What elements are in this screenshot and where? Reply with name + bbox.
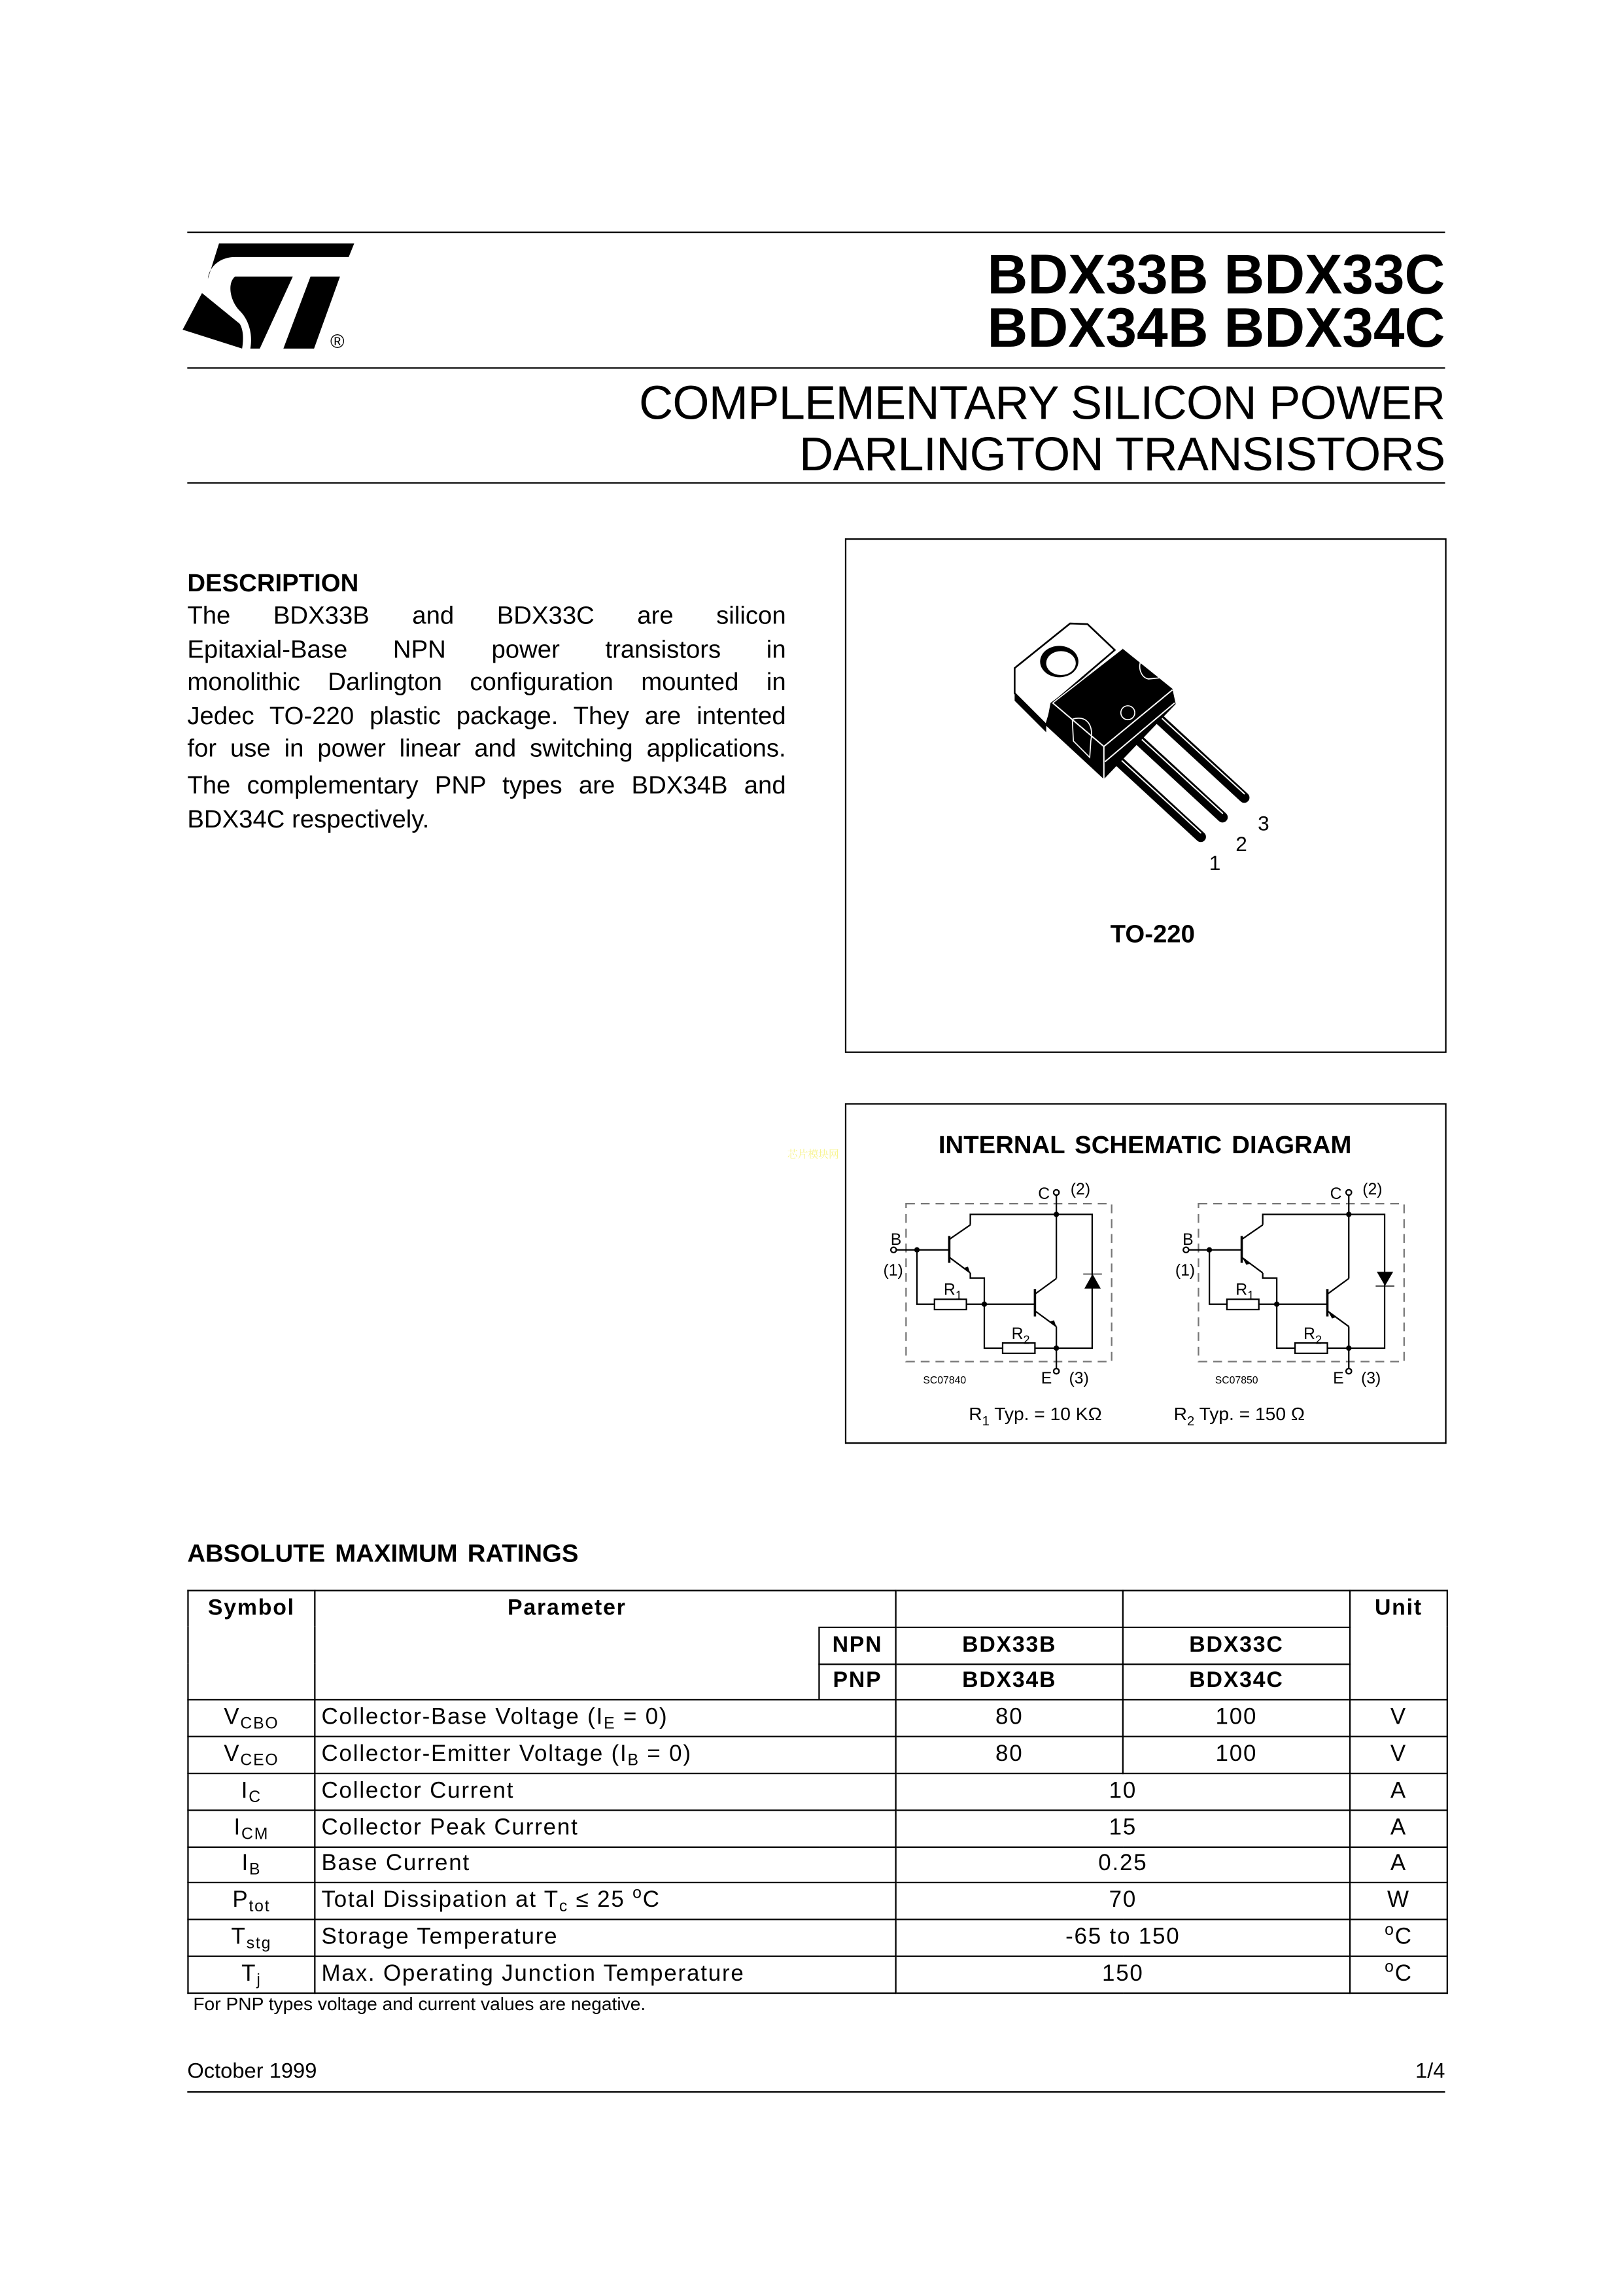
table-row [188, 1883, 1447, 1920]
value-cell: -65 to 150 [896, 1920, 1350, 1957]
text: V [1390, 1705, 1407, 1731]
schematic-title: INTERNAL SCHEMATIC DIAGRAM [938, 1131, 1352, 1160]
unit-cell [1350, 1957, 1447, 1993]
symbol-subscript: CM [241, 1825, 269, 1843]
text-line: The complementary PNP types are BDX34B and [187, 771, 786, 799]
superscript: o [632, 1885, 643, 1903]
watermark: 芯片模块网 [787, 1150, 839, 1161]
collector-pin: (2) [1362, 1181, 1383, 1199]
parameter-cell [315, 1883, 895, 1920]
header-blank [1123, 1591, 1350, 1627]
r1-sub: 1 [955, 1289, 962, 1303]
parameter-cell [315, 1700, 895, 1737]
description-paragraph-1 [187, 600, 785, 767]
table-row [188, 1773, 1447, 1810]
r1-letter: R [943, 1281, 956, 1300]
symbol: P [232, 1888, 249, 1913]
r2-sub: 2 [1186, 1413, 1195, 1429]
npn-circuit [891, 1190, 1112, 1374]
collector-pin: (2) [1070, 1181, 1091, 1199]
value-cell: 100 [1123, 1737, 1350, 1773]
unit-header: Unit [1350, 1591, 1447, 1701]
r2-value: Typ. = 150 Ω [1194, 1404, 1305, 1425]
npn-b-part: BDX33B [896, 1627, 1123, 1663]
text: Collector-Base Voltage (I [321, 1705, 604, 1731]
text: Collector-Emitter Voltage (I [321, 1741, 628, 1767]
text: = 0) [615, 1705, 668, 1731]
description-heading: DESCRIPTION [187, 569, 359, 598]
text: ≤ 25 [568, 1888, 633, 1913]
symbol-cell [188, 1847, 315, 1883]
symbol-cell [188, 1920, 315, 1957]
subtitle-rule [187, 482, 1445, 483]
parameter-cell [315, 1737, 895, 1773]
r2-sub: 2 [1315, 1333, 1322, 1347]
text-line: for use in power linear and switching applications. [187, 734, 786, 763]
package-name: TO-220 [1110, 920, 1195, 948]
symbol-header: Symbol [188, 1591, 315, 1701]
r2-label [1012, 1326, 1030, 1349]
parameter-cell [315, 1847, 895, 1883]
parameter-cell [315, 1773, 895, 1810]
value-cell: 15 [896, 1810, 1350, 1847]
text: = 0) [639, 1741, 692, 1767]
symbol-subscript: C [249, 1788, 262, 1807]
table-row [188, 1847, 1447, 1883]
table-row [188, 1957, 1447, 1993]
r2-typical-note [1174, 1404, 1305, 1428]
unit-cell [1350, 1773, 1447, 1810]
title-line-2: BDX34B BDX34C [987, 298, 1445, 360]
text: C [1394, 1924, 1413, 1950]
unit-cell [1350, 1847, 1447, 1883]
subscript: E [604, 1715, 616, 1733]
text: W [1387, 1888, 1410, 1913]
r1-sub: 1 [982, 1413, 990, 1429]
text: A [1390, 1815, 1407, 1840]
parameter-cell [315, 1810, 895, 1847]
top-rule [187, 232, 1445, 233]
registered-mark: ® [330, 330, 345, 353]
r1-label [944, 1281, 962, 1305]
text-line: Epitaxial-Base NPN power transistors in [187, 635, 786, 663]
r1-letter: R [1235, 1281, 1248, 1300]
emitter-label: E [1041, 1370, 1052, 1388]
header-row [188, 1591, 1447, 1627]
schematic-diagram [845, 1103, 1447, 1444]
table-row [188, 1737, 1447, 1773]
symbol-cell [188, 1700, 315, 1737]
base-pin: (1) [1175, 1262, 1196, 1280]
pnp-b-part: BDX34B [896, 1663, 1123, 1700]
footer-rule [187, 2091, 1445, 2093]
text: Storage Temperature [321, 1924, 559, 1950]
r2-letter: R [1011, 1325, 1024, 1344]
pnp-circuit [1183, 1190, 1404, 1374]
symbol: V [224, 1741, 241, 1767]
unit-cell [1350, 1700, 1447, 1737]
pnp-c-part: BDX34C [1123, 1663, 1350, 1700]
symbol: T [241, 1961, 257, 1987]
subscript: c [559, 1898, 569, 1917]
value-cell: 10 [896, 1773, 1350, 1810]
collector-label: C [1038, 1185, 1050, 1204]
parameter-header: Parameter [315, 1591, 819, 1701]
text: C [1394, 1961, 1413, 1987]
text-line: Jedec TO-220 plastic package. They are intented [187, 701, 786, 729]
table-row [188, 1810, 1447, 1847]
value-cell: 80 [896, 1737, 1123, 1773]
symbol-cell [188, 1737, 315, 1773]
symbol-cell [188, 1883, 315, 1920]
r2-letter: R [1303, 1325, 1315, 1344]
pin-label-2: 2 [1235, 831, 1247, 856]
symbol-subscript: CBO [240, 1715, 279, 1733]
parameter-cell [315, 1920, 895, 1957]
symbol: I [241, 1851, 249, 1877]
base-label: B [1182, 1231, 1194, 1249]
header-blank [819, 1591, 895, 1627]
pin-label-1: 1 [1209, 850, 1221, 875]
subtitle-line-1: COMPLEMENTARY SILICON POWER [638, 375, 1445, 430]
symbol-cell [188, 1810, 315, 1847]
symbol-subscript: tot [249, 1898, 271, 1917]
description-paragraph-2 [187, 770, 785, 836]
text: Collector Current [321, 1778, 515, 1804]
emitter-label: E [1333, 1370, 1344, 1388]
circuit-code: SC07840 [923, 1376, 967, 1387]
superscript: o [1385, 1958, 1395, 1976]
subscript: B [627, 1752, 640, 1770]
text: Base Current [321, 1851, 471, 1877]
title-line-1: BDX33B BDX33C [987, 245, 1445, 307]
npn-c-part: BDX33C [1123, 1627, 1350, 1663]
r1-typical-note [969, 1404, 1101, 1428]
ratings-heading: ABSOLUTE MAXIMUM RATINGS [187, 1539, 579, 1568]
text-line: The BDX33B and BDX33C are silicon [187, 601, 786, 630]
r2-letter: R [1173, 1404, 1187, 1425]
symbol-cell [188, 1957, 315, 1993]
superscript: o [1385, 1921, 1395, 1939]
symbol-subscript: CEO [240, 1752, 279, 1770]
text: Total Dissipation at T [321, 1888, 559, 1913]
symbol-cell [188, 1773, 315, 1810]
r1-sub: 1 [1247, 1289, 1254, 1303]
r1-label [1235, 1281, 1254, 1305]
pin-label-3: 3 [1258, 810, 1269, 835]
footer-date: October 1999 [187, 2060, 317, 2084]
symbol: I [241, 1778, 249, 1804]
unit-cell [1350, 1883, 1447, 1920]
footer-page-number: 1/4 [1415, 2060, 1445, 2084]
value-cell: 70 [896, 1883, 1350, 1920]
base-label: B [890, 1231, 902, 1249]
symbol-subscript: j [256, 1972, 262, 1990]
text: A [1390, 1778, 1407, 1804]
emitter-pin: (3) [1360, 1370, 1381, 1388]
text: A [1390, 1851, 1407, 1877]
subtitle-line-2: DARLINGTON TRANSISTORS [799, 427, 1445, 481]
symbol-subscript: B [249, 1862, 262, 1880]
unit-cell [1350, 1810, 1447, 1847]
r2-label [1303, 1326, 1322, 1349]
npn-label: NPN [819, 1627, 895, 1663]
base-pin: (1) [883, 1262, 903, 1280]
table-row [188, 1920, 1447, 1957]
text-line: BDX34C respectively. [187, 804, 430, 833]
text: V [1390, 1741, 1407, 1767]
collector-label: C [1330, 1185, 1342, 1204]
header-blank [896, 1591, 1123, 1627]
value-cell: 100 [1123, 1700, 1350, 1737]
symbol: T [231, 1924, 247, 1950]
unit-cell [1350, 1920, 1447, 1957]
value-cell: 0.25 [896, 1847, 1350, 1883]
absolute-maximum-ratings-table [187, 1590, 1448, 1993]
to220-package-image [980, 602, 1294, 876]
ratings-note: For PNP types voltage and current values are negative. [193, 1994, 646, 2015]
parameter-cell [315, 1957, 895, 1993]
r2-sub: 2 [1023, 1333, 1030, 1347]
r1-value: Typ. = 10 KΩ [989, 1404, 1102, 1425]
text: Collector Peak Current [321, 1815, 579, 1840]
r1-letter: R [969, 1404, 982, 1425]
unit-cell [1350, 1737, 1447, 1773]
value-cell: 80 [896, 1700, 1123, 1737]
circuit-code: SC07850 [1215, 1376, 1258, 1387]
pnp-label: PNP [819, 1663, 895, 1700]
emitter-pin: (3) [1069, 1370, 1089, 1388]
symbol: V [224, 1705, 241, 1731]
symbol: I [233, 1815, 242, 1840]
text: Max. Operating Junction Temperature [321, 1961, 745, 1987]
title-rule [187, 367, 1445, 368]
table-row [188, 1700, 1447, 1737]
value-cell: 150 [896, 1957, 1350, 1993]
symbol-subscript: stg [246, 1935, 272, 1953]
text: C [642, 1888, 661, 1913]
text-line: monolithic Darlington configuration mounted in [187, 668, 786, 697]
